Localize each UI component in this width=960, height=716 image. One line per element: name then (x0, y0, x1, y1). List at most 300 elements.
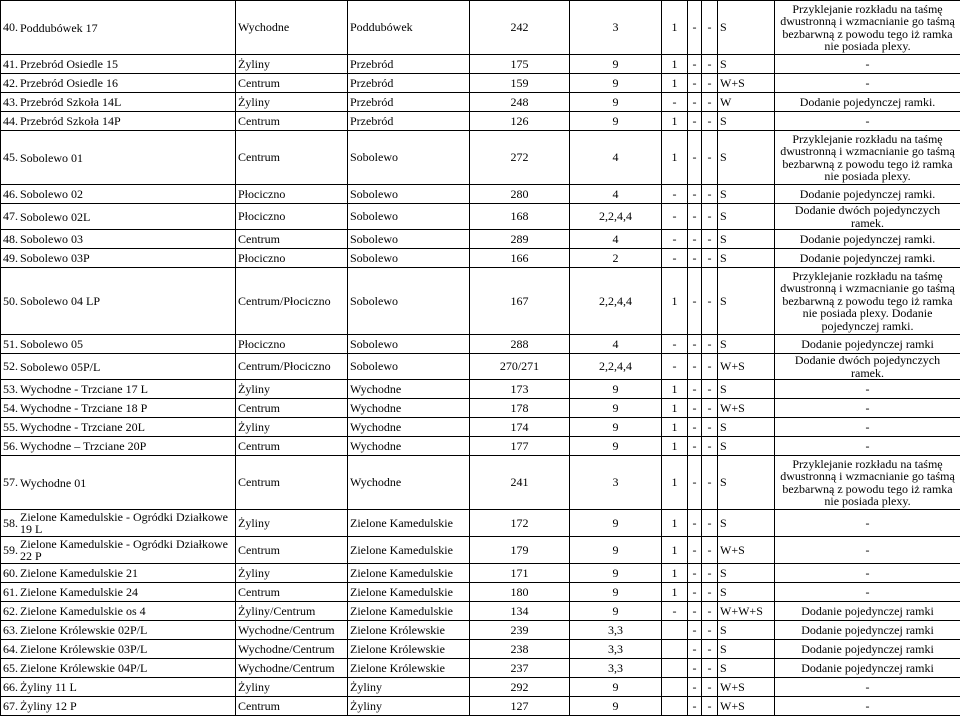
stop-name-cell (1, 249, 236, 268)
flag-b-cell: - (662, 335, 688, 354)
flag-b-cell (662, 678, 688, 697)
table-row (1, 510, 960, 537)
area-cell: Centrum (236, 399, 348, 418)
table-row (1, 621, 960, 640)
row-number: 45. (3, 151, 18, 164)
row-number: 44. (3, 115, 18, 128)
flag-d-cell: - (702, 510, 718, 537)
flag-b-cell: 1 (662, 537, 688, 564)
count-cell: 9 (570, 510, 662, 537)
type-cell: W+S (718, 74, 775, 93)
number-cell: 272 (470, 131, 570, 185)
note-cell: Dodanie pojedynczej ramki (775, 659, 960, 678)
note-cell: - (775, 55, 960, 74)
stop-name-cell (1, 621, 236, 640)
flag-d-cell: - (702, 55, 718, 74)
area-cell: Centrum (236, 74, 348, 93)
village-cell: Sobolewo (348, 249, 470, 268)
number-cell: 172 (470, 510, 570, 537)
note-cell: Dodanie pojedynczej ramki. (775, 230, 960, 249)
flag-d-cell: - (702, 602, 718, 621)
area-cell: Żyliny (236, 380, 348, 399)
flag-b-cell: 1 (662, 583, 688, 602)
flag-c-cell: - (688, 230, 702, 249)
flag-c-cell: - (688, 621, 702, 640)
row-number: 43. (3, 96, 18, 109)
flag-b-cell (662, 697, 688, 716)
area-cell: Centrum (236, 456, 348, 510)
village-cell: Wychodne (348, 456, 470, 510)
type-cell: S (718, 230, 775, 249)
stop-name-cell (1, 399, 236, 418)
stop-name-cell (1, 537, 236, 564)
flag-b-cell: 1 (662, 437, 688, 456)
note-cell: - (775, 697, 960, 716)
flag-d-cell: - (702, 1, 718, 55)
flag-c-cell: - (688, 131, 702, 185)
table-row (1, 678, 960, 697)
note-cell: - (775, 418, 960, 437)
flag-b-cell: 1 (662, 1, 688, 55)
table-row (1, 564, 960, 583)
table-row (1, 583, 960, 602)
stop-name: Przebród Szkoła 14L (20, 96, 121, 108)
count-cell: 9 (570, 583, 662, 602)
note-cell: - (775, 380, 960, 399)
row-number: 50. (3, 295, 18, 308)
flag-d-cell: - (702, 74, 718, 93)
stop-name: Przebród Osiedle 15 (20, 58, 118, 70)
flag-b-cell: - (662, 204, 688, 230)
count-cell: 2,2,4,4 (570, 354, 662, 380)
flag-b-cell: 1 (662, 268, 688, 335)
flag-c-cell: - (688, 418, 702, 437)
type-cell: S (718, 659, 775, 678)
stop-name-cell (1, 510, 236, 537)
flag-d-cell: - (702, 185, 718, 204)
type-cell: W+S (718, 678, 775, 697)
stop-name: Zielone Kamedulskie - Ogródki Działkowe 22 P (20, 538, 233, 562)
type-cell: S (718, 55, 775, 74)
flag-c-cell: - (688, 204, 702, 230)
flag-b-cell: 1 (662, 456, 688, 510)
stop-name-cell (1, 583, 236, 602)
flag-c-cell: - (688, 1, 702, 55)
flag-b-cell: 1 (662, 418, 688, 437)
count-cell: 9 (570, 55, 662, 74)
count-cell: 9 (570, 380, 662, 399)
table-row (1, 1, 960, 55)
note-cell: Dodanie pojedynczej ramki. (775, 93, 960, 112)
note-cell: - (775, 583, 960, 602)
row-number: 54. (3, 402, 18, 415)
table-row (1, 185, 960, 204)
village-cell: Sobolewo (348, 335, 470, 354)
flag-d-cell: - (702, 583, 718, 602)
number-cell: 179 (470, 537, 570, 564)
flag-c-cell: - (688, 456, 702, 510)
note-cell: - (775, 678, 960, 697)
row-number: 53. (3, 383, 18, 396)
flag-c-cell: - (688, 93, 702, 112)
table-body (1, 1, 960, 716)
flag-b-cell: - (662, 249, 688, 268)
stop-name-cell (1, 74, 236, 93)
count-cell: 9 (570, 418, 662, 437)
note-cell: - (775, 510, 960, 537)
stop-name-cell (1, 93, 236, 112)
table-row (1, 74, 960, 93)
note-cell: - (775, 537, 960, 564)
village-cell: Zielone Kamedulskie (348, 602, 470, 621)
count-cell: 3 (570, 1, 662, 55)
count-cell: 9 (570, 602, 662, 621)
area-cell: Płociczno (236, 185, 348, 204)
flag-c-cell: - (688, 510, 702, 537)
flag-b-cell: - (662, 354, 688, 380)
stop-name: Zielone Królewskie 03P/L (20, 643, 147, 655)
stop-name: Wychodne – Trzciane 20P (20, 440, 146, 452)
village-cell: Sobolewo (348, 185, 470, 204)
flag-b-cell: 1 (662, 112, 688, 131)
type-cell: S (718, 335, 775, 354)
row-number: 41. (3, 58, 18, 71)
stop-name: Sobolewo 05 (20, 338, 83, 350)
type-cell: S (718, 564, 775, 583)
note-cell: - (775, 399, 960, 418)
note-cell: Przyklejanie rozkładu na taśmę dwustronną i wzmacnianie go taśmą bezbarwną z powodu tego iż ramka nie posiada plexy. (775, 131, 960, 185)
village-cell: Zielone Kamedulskie (348, 510, 470, 537)
note-cell: Przyklejanie rozkładu na taśmę dwustronną i wzmacnianie go taśmą bezbarwną z powodu tego iż ramka nie posiada plexy. (775, 1, 960, 55)
type-cell: S (718, 437, 775, 456)
flag-c-cell: - (688, 583, 702, 602)
table-row (1, 697, 960, 716)
flag-d-cell: - (702, 112, 718, 131)
stop-name-cell (1, 697, 236, 716)
flag-c-cell: - (688, 185, 702, 204)
flag-c-cell: - (688, 697, 702, 716)
stop-name: Sobolewo 03P (20, 252, 90, 264)
village-cell: Zielone Kamedulskie (348, 583, 470, 602)
flag-d-cell: - (702, 268, 718, 335)
village-cell: Żyliny (348, 678, 470, 697)
table-row (1, 131, 960, 185)
number-cell: 289 (470, 230, 570, 249)
number-cell: 168 (470, 204, 570, 230)
area-cell: Płociczno (236, 335, 348, 354)
area-cell: Wychodne/Centrum (236, 659, 348, 678)
area-cell: Centrum (236, 112, 348, 131)
stop-name: Sobolewo 02L (20, 211, 90, 223)
number-cell: 178 (470, 399, 570, 418)
note-cell: Dodanie pojedynczej ramki. (775, 185, 960, 204)
table-row (1, 437, 960, 456)
flag-b-cell: 1 (662, 399, 688, 418)
stop-name: Wychodne - Trzciane 18 P (20, 402, 147, 414)
village-cell: Zielone Królewskie (348, 640, 470, 659)
area-cell: Centrum/Płociczno (236, 354, 348, 380)
stop-name-cell (1, 112, 236, 131)
stop-name-cell (1, 204, 236, 230)
village-cell: Sobolewo (348, 230, 470, 249)
row-number: 67. (3, 700, 18, 713)
row-number: 49. (3, 252, 18, 265)
flag-c-cell: - (688, 678, 702, 697)
flag-b-cell: 1 (662, 380, 688, 399)
area-cell: Centrum/Płociczno (236, 268, 348, 335)
number-cell: 174 (470, 418, 570, 437)
note-cell: Dodanie pojedynczej ramki (775, 621, 960, 640)
number-cell: 173 (470, 380, 570, 399)
table-row (1, 380, 960, 399)
number-cell: 238 (470, 640, 570, 659)
flag-d-cell: - (702, 621, 718, 640)
stop-name: Zielone Kamedulskie 21 (20, 567, 138, 579)
stop-name-cell (1, 380, 236, 399)
flag-d-cell: - (702, 399, 718, 418)
table-row (1, 112, 960, 131)
note-cell: Przyklejanie rozkładu na taśmę dwustronną i wzmacnianie go taśmą bezbarwną z powodu tego iż ramka nie posiada plexy. (775, 456, 960, 510)
area-cell: Żyliny (236, 418, 348, 437)
number-cell: 288 (470, 335, 570, 354)
village-cell: Sobolewo (348, 131, 470, 185)
village-cell: Zielone Kamedulskie (348, 564, 470, 583)
count-cell: 9 (570, 437, 662, 456)
flag-c-cell: - (688, 537, 702, 564)
flag-d-cell: - (702, 418, 718, 437)
note-cell: - (775, 112, 960, 131)
stop-name: Żyliny 12 P (20, 700, 77, 712)
type-cell: S (718, 249, 775, 268)
count-cell: 2 (570, 249, 662, 268)
row-number: 63. (3, 624, 18, 637)
count-cell: 4 (570, 185, 662, 204)
number-cell: 126 (470, 112, 570, 131)
note-cell: Dodanie pojedynczej ramki. (775, 249, 960, 268)
stop-name: Sobolewo 01 (20, 152, 83, 164)
village-cell: Zielone Królewskie (348, 621, 470, 640)
stop-name-cell (1, 418, 236, 437)
count-cell: 9 (570, 537, 662, 564)
flag-b-cell: 1 (662, 55, 688, 74)
row-number: 64. (3, 643, 18, 656)
village-cell: Sobolewo (348, 204, 470, 230)
type-cell: W+S (718, 354, 775, 380)
number-cell: 177 (470, 437, 570, 456)
type-cell: S (718, 621, 775, 640)
count-cell: 4 (570, 230, 662, 249)
stop-name-cell (1, 640, 236, 659)
village-cell: Sobolewo (348, 268, 470, 335)
type-cell: W (718, 93, 775, 112)
flag-b-cell (662, 621, 688, 640)
flag-d-cell: - (702, 537, 718, 564)
stop-name-cell (1, 1, 236, 55)
area-cell: Żyliny (236, 678, 348, 697)
flag-d-cell: - (702, 249, 718, 268)
village-cell: Przebród (348, 55, 470, 74)
stop-name-cell (1, 131, 236, 185)
flag-d-cell: - (702, 456, 718, 510)
type-cell: S (718, 640, 775, 659)
flag-c-cell: - (688, 399, 702, 418)
count-cell: 9 (570, 93, 662, 112)
area-cell: Centrum (236, 437, 348, 456)
stop-name: Wychodne 01 (20, 477, 86, 489)
note-cell: Dodanie pojedynczej ramki (775, 335, 960, 354)
village-cell: Wychodne (348, 418, 470, 437)
area-cell: Płociczno (236, 204, 348, 230)
flag-b-cell (662, 640, 688, 659)
row-number: 62. (3, 605, 18, 618)
number-cell: 180 (470, 583, 570, 602)
stop-name: Zielone Królewskie 02P/L (20, 624, 147, 636)
stop-name: Przebród Osiedle 16 (20, 77, 118, 89)
village-cell: Przebród (348, 112, 470, 131)
flag-b-cell: 1 (662, 510, 688, 537)
number-cell: 175 (470, 55, 570, 74)
number-cell: 292 (470, 678, 570, 697)
count-cell: 3,3 (570, 640, 662, 659)
number-cell: 167 (470, 268, 570, 335)
table-row (1, 418, 960, 437)
flag-d-cell: - (702, 354, 718, 380)
type-cell: S (718, 456, 775, 510)
flag-d-cell: - (702, 697, 718, 716)
type-cell: S (718, 583, 775, 602)
flag-c-cell: - (688, 380, 702, 399)
flag-d-cell: - (702, 437, 718, 456)
stop-name-cell (1, 230, 236, 249)
village-cell: Przebród (348, 93, 470, 112)
flag-d-cell: - (702, 131, 718, 185)
area-cell: Żyliny/Centrum (236, 602, 348, 621)
table-row (1, 93, 960, 112)
flag-d-cell: - (702, 230, 718, 249)
stop-name: Zielone Królewskie 04P/L (20, 662, 147, 674)
area-cell: Wychodne/Centrum (236, 640, 348, 659)
note-cell: Dodanie pojedynczej ramki (775, 602, 960, 621)
area-cell: Centrum (236, 583, 348, 602)
stop-name: Sobolewo 02 (20, 188, 83, 200)
note-cell: Dodanie dwóch pojedynczych ramek. (775, 354, 960, 380)
table-row (1, 55, 960, 74)
flag-c-cell: - (688, 602, 702, 621)
count-cell: 4 (570, 131, 662, 185)
stop-name: Sobolewo 03 (20, 233, 83, 245)
row-number: 58. (3, 517, 18, 530)
stop-name-cell (1, 335, 236, 354)
flag-d-cell: - (702, 678, 718, 697)
note-cell: Dodanie pojedynczej ramki (775, 640, 960, 659)
stop-name: Zielone Kamedulskie - Ogródki Działkowe 19 L (20, 511, 233, 535)
village-cell: Sobolewo (348, 354, 470, 380)
count-cell: 9 (570, 74, 662, 93)
area-cell: Centrum (236, 697, 348, 716)
row-number: 57. (3, 476, 18, 489)
note-cell: - (775, 74, 960, 93)
type-cell: S (718, 268, 775, 335)
note-cell: - (775, 564, 960, 583)
type-cell: W+S (718, 399, 775, 418)
stop-name: Poddubówek 17 (20, 22, 98, 34)
row-number: 59. (3, 544, 18, 557)
flag-d-cell: - (702, 659, 718, 678)
flag-b-cell: 1 (662, 564, 688, 583)
stop-name: Wychodne - Trzciane 17 L (20, 383, 148, 395)
row-number: 56. (3, 440, 18, 453)
flag-c-cell: - (688, 249, 702, 268)
count-cell: 2,2,4,4 (570, 268, 662, 335)
table-row (1, 537, 960, 564)
type-cell: S (718, 380, 775, 399)
flag-c-cell: - (688, 437, 702, 456)
flag-b-cell: 1 (662, 131, 688, 185)
flag-c-cell: - (688, 564, 702, 583)
stop-name-cell (1, 268, 236, 335)
row-number: 65. (3, 662, 18, 675)
table-row (1, 249, 960, 268)
flag-d-cell: - (702, 335, 718, 354)
number-cell: 166 (470, 249, 570, 268)
stop-name-cell (1, 564, 236, 583)
flag-c-cell: - (688, 335, 702, 354)
flag-c-cell: - (688, 659, 702, 678)
area-cell: Żyliny (236, 93, 348, 112)
number-cell: 241 (470, 456, 570, 510)
stop-name: Sobolewo 04 LP (20, 295, 100, 307)
area-cell: Żyliny (236, 564, 348, 583)
stop-name-cell (1, 602, 236, 621)
stop-name: Wychodne - Trzciane 20L (20, 421, 145, 433)
number-cell: 159 (470, 74, 570, 93)
table-row (1, 204, 960, 230)
type-cell: W+W+S (718, 602, 775, 621)
number-cell: 239 (470, 621, 570, 640)
table-row (1, 456, 960, 510)
type-cell: W+S (718, 697, 775, 716)
row-number: 52. (3, 360, 18, 373)
flag-d-cell: - (702, 640, 718, 659)
type-cell: S (718, 131, 775, 185)
flag-c-cell: - (688, 268, 702, 335)
village-cell: Żyliny (348, 697, 470, 716)
number-cell: 270/271 (470, 354, 570, 380)
type-cell: S (718, 510, 775, 537)
stop-name-cell (1, 185, 236, 204)
number-cell: 134 (470, 602, 570, 621)
area-cell: Wychodne (236, 1, 348, 55)
stop-name: Przebród Szkoła 14P (20, 115, 121, 127)
row-number: 60. (3, 567, 18, 580)
note-cell: Dodanie dwóch pojedynczych ramek. (775, 204, 960, 230)
stop-name: Zielone Kamedulskie os 4 (20, 605, 146, 617)
number-cell: 237 (470, 659, 570, 678)
stop-name: Zielone Kamedulskie 24 (20, 586, 138, 598)
count-cell: 9 (570, 564, 662, 583)
stop-name: Sobolewo 05P/L (20, 361, 100, 373)
village-cell: Wychodne (348, 380, 470, 399)
type-cell: S (718, 204, 775, 230)
flag-b-cell: - (662, 230, 688, 249)
count-cell: 9 (570, 399, 662, 418)
number-cell: 248 (470, 93, 570, 112)
count-cell: 3,3 (570, 659, 662, 678)
number-cell: 171 (470, 564, 570, 583)
count-cell: 3 (570, 456, 662, 510)
row-number: 40. (3, 21, 18, 34)
village-cell: Wychodne (348, 437, 470, 456)
